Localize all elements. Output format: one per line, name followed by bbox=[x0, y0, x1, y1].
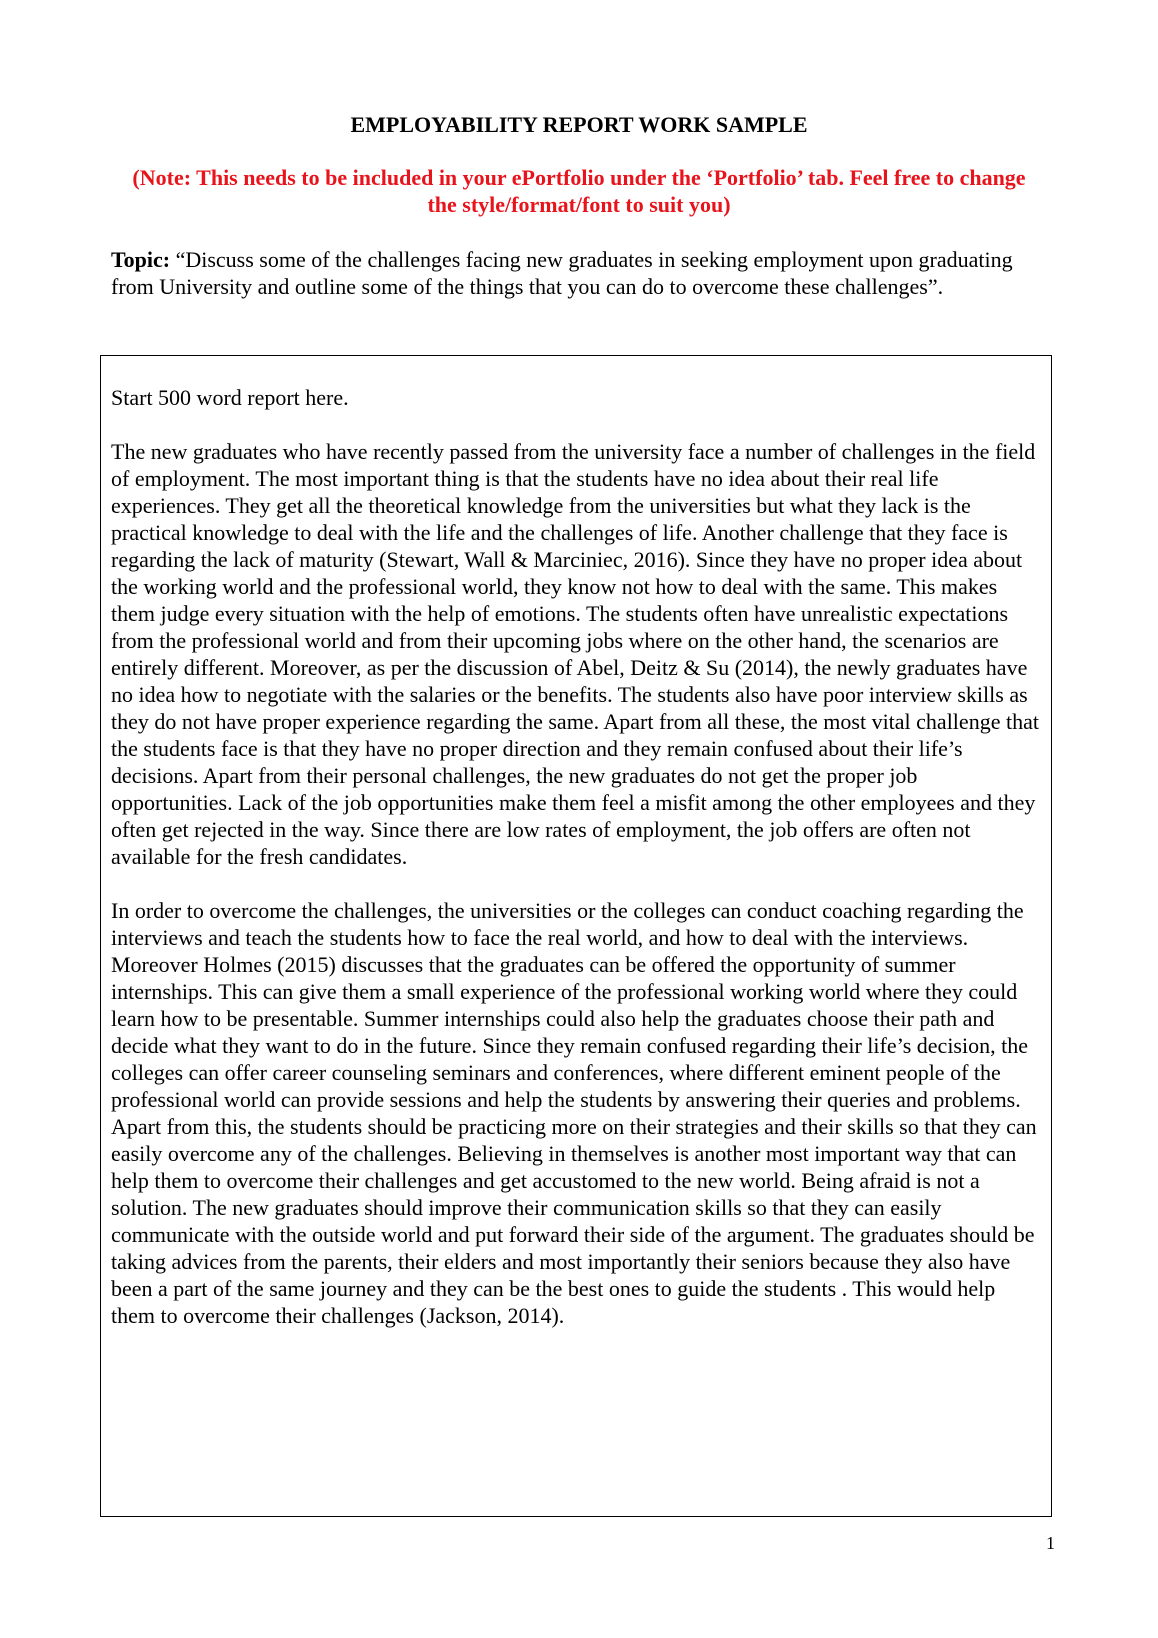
portfolio-note: (Note: This needs to be included in your ePortfolio under the ‘Portfolio’ tab. Feel free to change the style/format/font to suit you) bbox=[132, 165, 1026, 217]
topic-statement bbox=[111, 246, 1046, 300]
report-content bbox=[111, 384, 1043, 1356]
topic-label: Topic: bbox=[111, 247, 171, 272]
topic-text: “Discuss some of the challenges facing new graduates in seeking employment upon graduating from University and outline some of the things that you can do to overcome these challenges”. bbox=[111, 247, 1013, 299]
report-paragraph-solutions: In order to overcome the challenges, the universities or the colleges can conduct coaching regarding the interviews and teach the students how to face the real world, and how to deal with the interviews. Moreover Holmes (2015) discusses that the graduates can be offered the opportunity of summer internships. This can give them a small experience of the professional working world where they could learn how to be presentable. Summer internships could also help the graduates choose their path and decide what they want to do in the future. Since they remain confused regarding their life’s decision, the colleges can offer career counseling seminars and conferences, where different eminent people of the professional world can provide sessions and help the students by answering their queries and problems. Apart from this, the students should be practicing more on their strategies and their skills so that they can easily overcome any of the challenges. Believing in themselves is another most important way that can help them to overcome their challenges and get accustomed to the new world. Being afraid is not a solution. The new graduates should improve their communication skills so that they can easily communicate with the outside world and put forward their side of the argument. The graduates should be taking advices from the parents, their elders and most importantly their seniors because they also have been a part of the same journey and they can be the best ones to guide the students . This would help them to overcome their challenges (Jackson, 2014). bbox=[111, 898, 1037, 1328]
report-box bbox=[100, 355, 1052, 1517]
page-number: 1 bbox=[1046, 1533, 1055, 1553]
report-intro: Start 500 word report here. bbox=[111, 385, 349, 410]
report-paragraph-challenges: The new graduates who have recently passed from the university face a number of challenges in the field of employment. The most important thing is that the students have no idea about their real life experiences. They get all the theoretical knowledge from the universities but what they lack is the practical knowledge to deal with the life and the challenges of life. Another challenge that they face is regarding the lack of maturity (Stewart, Wall & Marciniec, 2016). Since they have no proper idea about the working world and the professional world, they know not how to deal with the same. This makes them judge every situation with the help of emotions. The students often have unrealistic expectations from the professional world and from their upcoming jobs where on the other hand, the scenarios are entirely different. Moreover, as per the discussion of Abel, Deitz & Su (2014), the newly graduates have no idea how to negotiate with the salaries or the benefits. The students also have poor interview skills as they do not have proper experience regarding the same. Apart from all these, the most vital challenge that the students face is that they have no proper direction and they remain confused about their life’s decisions. Apart from their personal challenges, the new graduates do not get the proper job opportunities. Lack of the job opportunities make them feel a misfit among the other employees and they often get rejected in the way. Since there are low rates of employment, the job offers are often not available for the fresh candidates. bbox=[111, 439, 1039, 869]
document-title: EMPLOYABILITY REPORT WORK SAMPLE bbox=[350, 112, 808, 137]
